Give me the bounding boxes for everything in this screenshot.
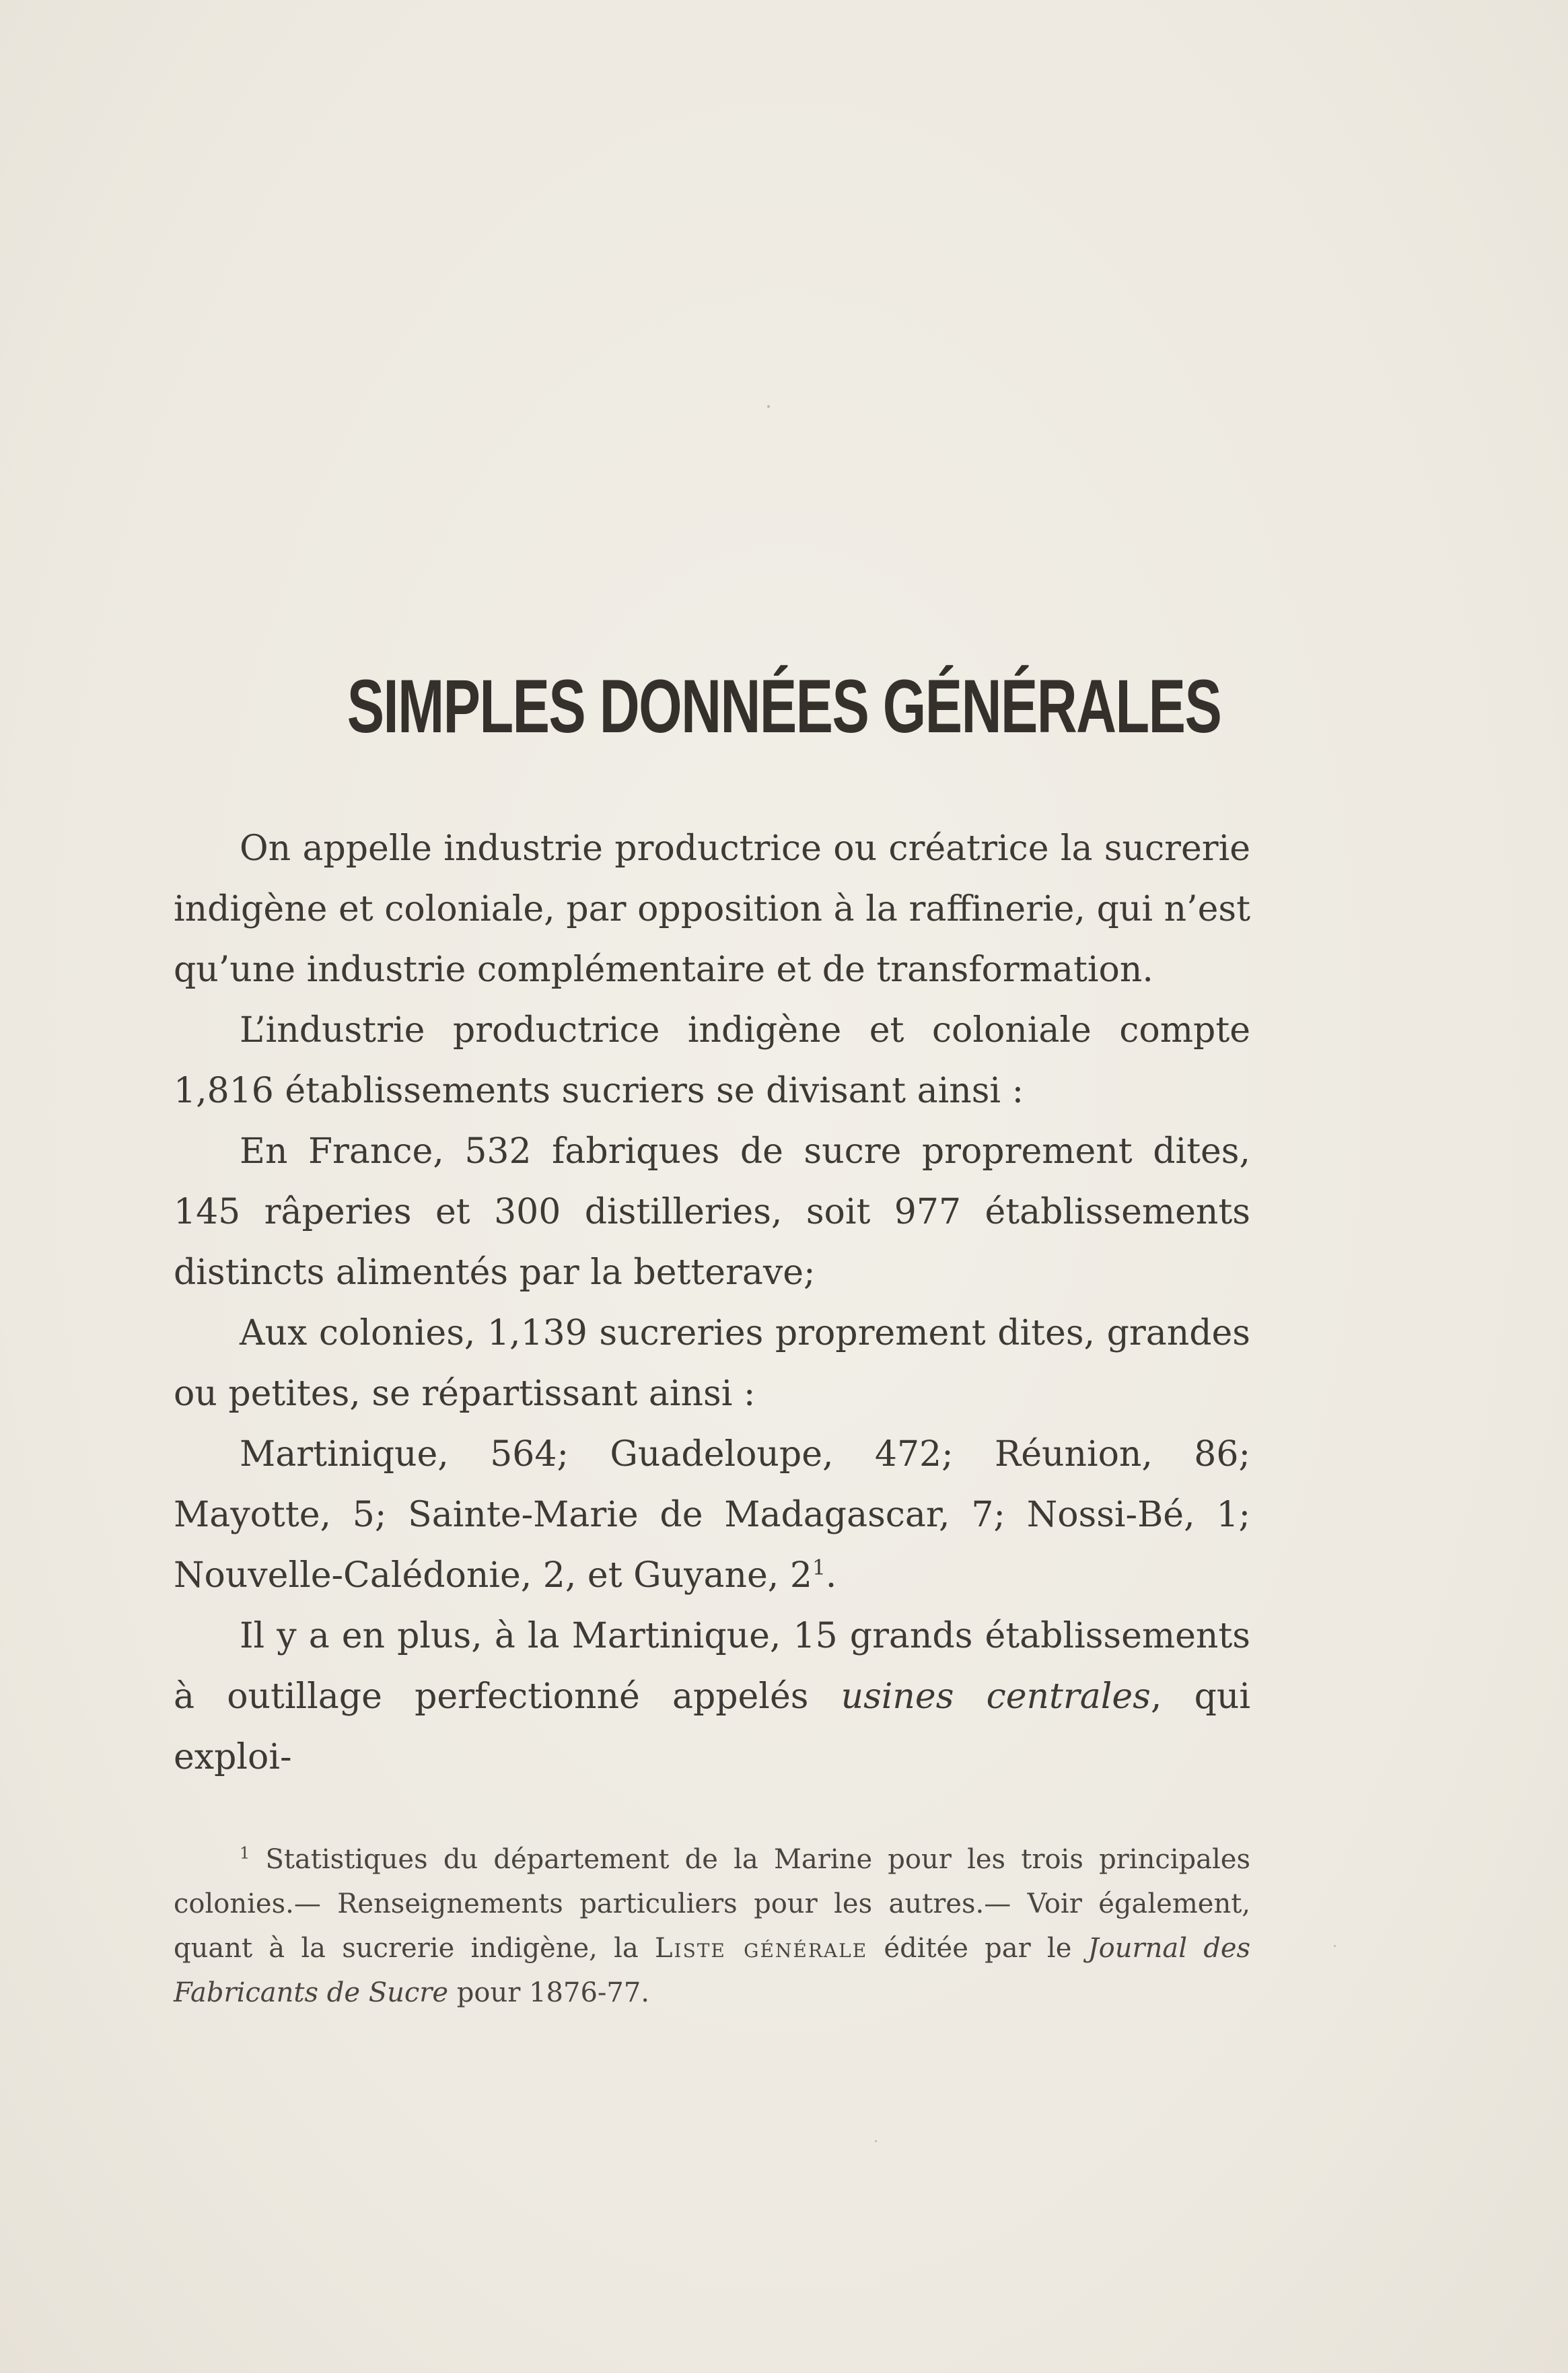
page-title: SIMPLES DONNÉES GÉNÉRALES <box>347 664 1221 749</box>
liste-generale: Liste générale <box>654 1933 868 1964</box>
body-text <box>174 818 1250 1787</box>
footnote-marker: 1 <box>240 1843 250 1863</box>
footnotes <box>174 1837 1250 2015</box>
paragraph-3: En France, 532 fabriques de sucre proprement dites, 145 râperies et 300 distilleries, soit 977 établissements distincts alimentés par la betterave; <box>174 1131 1250 1293</box>
footnote-reference[interactable]: 1 <box>812 1555 826 1580</box>
paragraph-1: On appelle industrie productrice ou créatrice la sucrerie indigène et coloniale, par opposition à la raffinerie, qui n’est qu’une industrie complémentaire et de transformation. <box>174 828 1250 990</box>
paper-speck <box>1334 1945 1336 1947</box>
paper-speck <box>767 405 770 408</box>
emphasis-usines-centrales: usines centrales <box>841 1676 1151 1717</box>
paper-speck <box>875 2140 877 2142</box>
paragraph-4: Aux colonies, 1,139 sucreries proprement dites, grandes ou petites, se répartissant ainsi : <box>174 1313 1250 1414</box>
paragraph-2: L’industrie productrice indigène et coloniale compte 1,816 établissements sucriers se divisant ainsi : <box>174 1010 1250 1111</box>
paragraph-6: Il y a en plus, à la Martinique, 15 grands établissements à outillage perfectionné appelés usines centrales, qui exploi- <box>174 1616 1251 1777</box>
paragraph-5: Martinique, 564; Guadeloupe, 472; Réunion, 86; Mayotte, 5; Sainte-Marie de Madagascar, 7; Nossi-Bé, 1; Nouvelle-Calédonie, 2, et Guyane, $2^1$. <box>174 1434 1250 1596</box>
footnote-1: $^1$ Statistiques du département de la Marine pour les trois principales colonies.— Renseignements particuliers pour les autres.— Voir également, quant à la sucrerie indigène, la Liste générale éditée par le Journal des Fabricants de Sucre pour 1876-77. <box>174 1843 1251 2008</box>
journal-title: Journal des Fabricants de Sucre <box>174 1933 1251 2008</box>
